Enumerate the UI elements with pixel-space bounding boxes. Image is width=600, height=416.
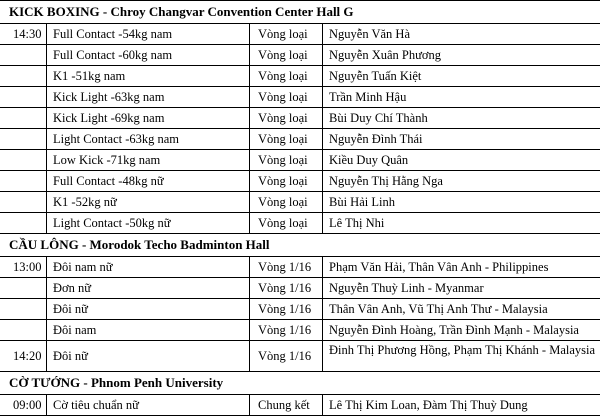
table-row	[0, 108, 600, 129]
event-cell: Light Contact -50kg nữ	[47, 213, 250, 234]
event-cell: Full Contact -54kg nam	[47, 24, 250, 45]
time-cell: 14:20	[0, 341, 47, 372]
event-cell: K1 -51kg nam	[47, 66, 250, 87]
time-cell	[0, 129, 47, 150]
round-cell: Vòng loại	[250, 87, 323, 108]
time-cell	[0, 213, 47, 234]
time-cell	[0, 66, 47, 87]
table-row	[0, 213, 600, 234]
table-row	[0, 299, 600, 320]
athlete-cell: Nguyễn Thị Hằng Nga	[323, 171, 600, 192]
round-cell: Vòng loại	[250, 129, 323, 150]
table-row	[0, 192, 600, 213]
time-cell: 13:00	[0, 257, 47, 278]
round-cell: Vòng loại	[250, 108, 323, 129]
table-row	[0, 278, 600, 299]
round-cell: Chung kết	[250, 395, 323, 416]
table-row	[0, 320, 600, 341]
athlete-cell: Bùi Duy Chí Thành	[323, 108, 600, 129]
round-cell: Vòng loại	[250, 150, 323, 171]
event-cell: Đôi nữ	[47, 341, 250, 372]
event-cell: Kick Light -69kg nam	[47, 108, 250, 129]
athlete-cell: Lê Thị Kim Loan, Đàm Thị Thuỳ Dung	[323, 395, 600, 416]
time-cell	[0, 87, 47, 108]
time-cell: 09:00	[0, 395, 47, 416]
event-cell: Đôi nam	[47, 320, 250, 341]
round-cell: Vòng 1/16	[250, 320, 323, 341]
section-header	[0, 234, 600, 257]
table-row	[0, 24, 600, 45]
round-cell: Vòng loại	[250, 213, 323, 234]
event-cell: Đơn nữ	[47, 278, 250, 299]
round-cell: Vòng loại	[250, 24, 323, 45]
event-cell: Low Kick -71kg nam	[47, 150, 250, 171]
section-header	[0, 372, 600, 395]
athlete-cell: Phạm Văn Hải, Thân Vân Anh - Philippines	[323, 257, 600, 278]
event-cell: Đôi nam nữ	[47, 257, 250, 278]
athlete-cell: Đinh Thị Phương Hồng, Phạm Thị Khánh - Malaysia	[323, 341, 600, 372]
athlete-cell: Trần Minh Hậu	[323, 87, 600, 108]
table-row	[0, 341, 600, 372]
schedule-body	[0, 1, 600, 416]
event-cell: K1 -52kg nữ	[47, 192, 250, 213]
table-row	[0, 395, 600, 416]
round-cell: Vòng 1/16	[250, 278, 323, 299]
event-cell: Light Contact -63kg nam	[47, 129, 250, 150]
time-cell	[0, 299, 47, 320]
round-cell: Vòng loại	[250, 66, 323, 87]
time-cell	[0, 150, 47, 171]
time-cell	[0, 192, 47, 213]
athlete-cell: Nguyễn Đình Thái	[323, 129, 600, 150]
event-cell: Full Contact -60kg nam	[47, 45, 250, 66]
section-header	[0, 1, 600, 24]
time-cell	[0, 320, 47, 341]
time-cell	[0, 171, 47, 192]
athlete-cell: Lê Thị Nhi	[323, 213, 600, 234]
athlete-cell: Thân Vân Anh, Vũ Thị Anh Thư - Malaysia	[323, 299, 600, 320]
athlete-cell: Nguyễn Thuỳ Linh - Myanmar	[323, 278, 600, 299]
event-cell: Kick Light -63kg nam	[47, 87, 250, 108]
section-title: CỜ TƯỚNG - Phnom Penh University	[0, 372, 600, 395]
table-row	[0, 129, 600, 150]
round-cell: Vòng loại	[250, 171, 323, 192]
event-cell: Cờ tiêu chuẩn nữ	[47, 395, 250, 416]
round-cell: Vòng loại	[250, 45, 323, 66]
section-title: KICK BOXING - Chroy Changvar Convention Center Hall G	[0, 1, 600, 24]
table-row	[0, 257, 600, 278]
athlete-cell: Nguyễn Văn Hà	[323, 24, 600, 45]
athlete-cell: Kiều Duy Quân	[323, 150, 600, 171]
round-cell: Vòng 1/16	[250, 299, 323, 320]
time-cell: 14:30	[0, 24, 47, 45]
athlete-cell: Nguyễn Tuấn Kiệt	[323, 66, 600, 87]
time-cell	[0, 108, 47, 129]
athlete-cell: Nguyễn Đình Hoàng, Trần Đình Mạnh - Malaysia	[323, 320, 600, 341]
event-cell: Full Contact -48kg nữ	[47, 171, 250, 192]
section-title: CẦU LÔNG - Morodok Techo Badminton Hall	[0, 234, 600, 257]
round-cell: Vòng 1/16	[250, 257, 323, 278]
time-cell	[0, 278, 47, 299]
athlete-cell: Nguyễn Xuân Phương	[323, 45, 600, 66]
table-row	[0, 150, 600, 171]
round-cell: Vòng loại	[250, 192, 323, 213]
event-cell: Đôi nữ	[47, 299, 250, 320]
table-row	[0, 171, 600, 192]
table-row	[0, 45, 600, 66]
time-cell	[0, 45, 47, 66]
round-cell: Vòng 1/16	[250, 341, 323, 372]
table-row	[0, 66, 600, 87]
table-row	[0, 87, 600, 108]
athlete-cell: Bùi Hải Linh	[323, 192, 600, 213]
